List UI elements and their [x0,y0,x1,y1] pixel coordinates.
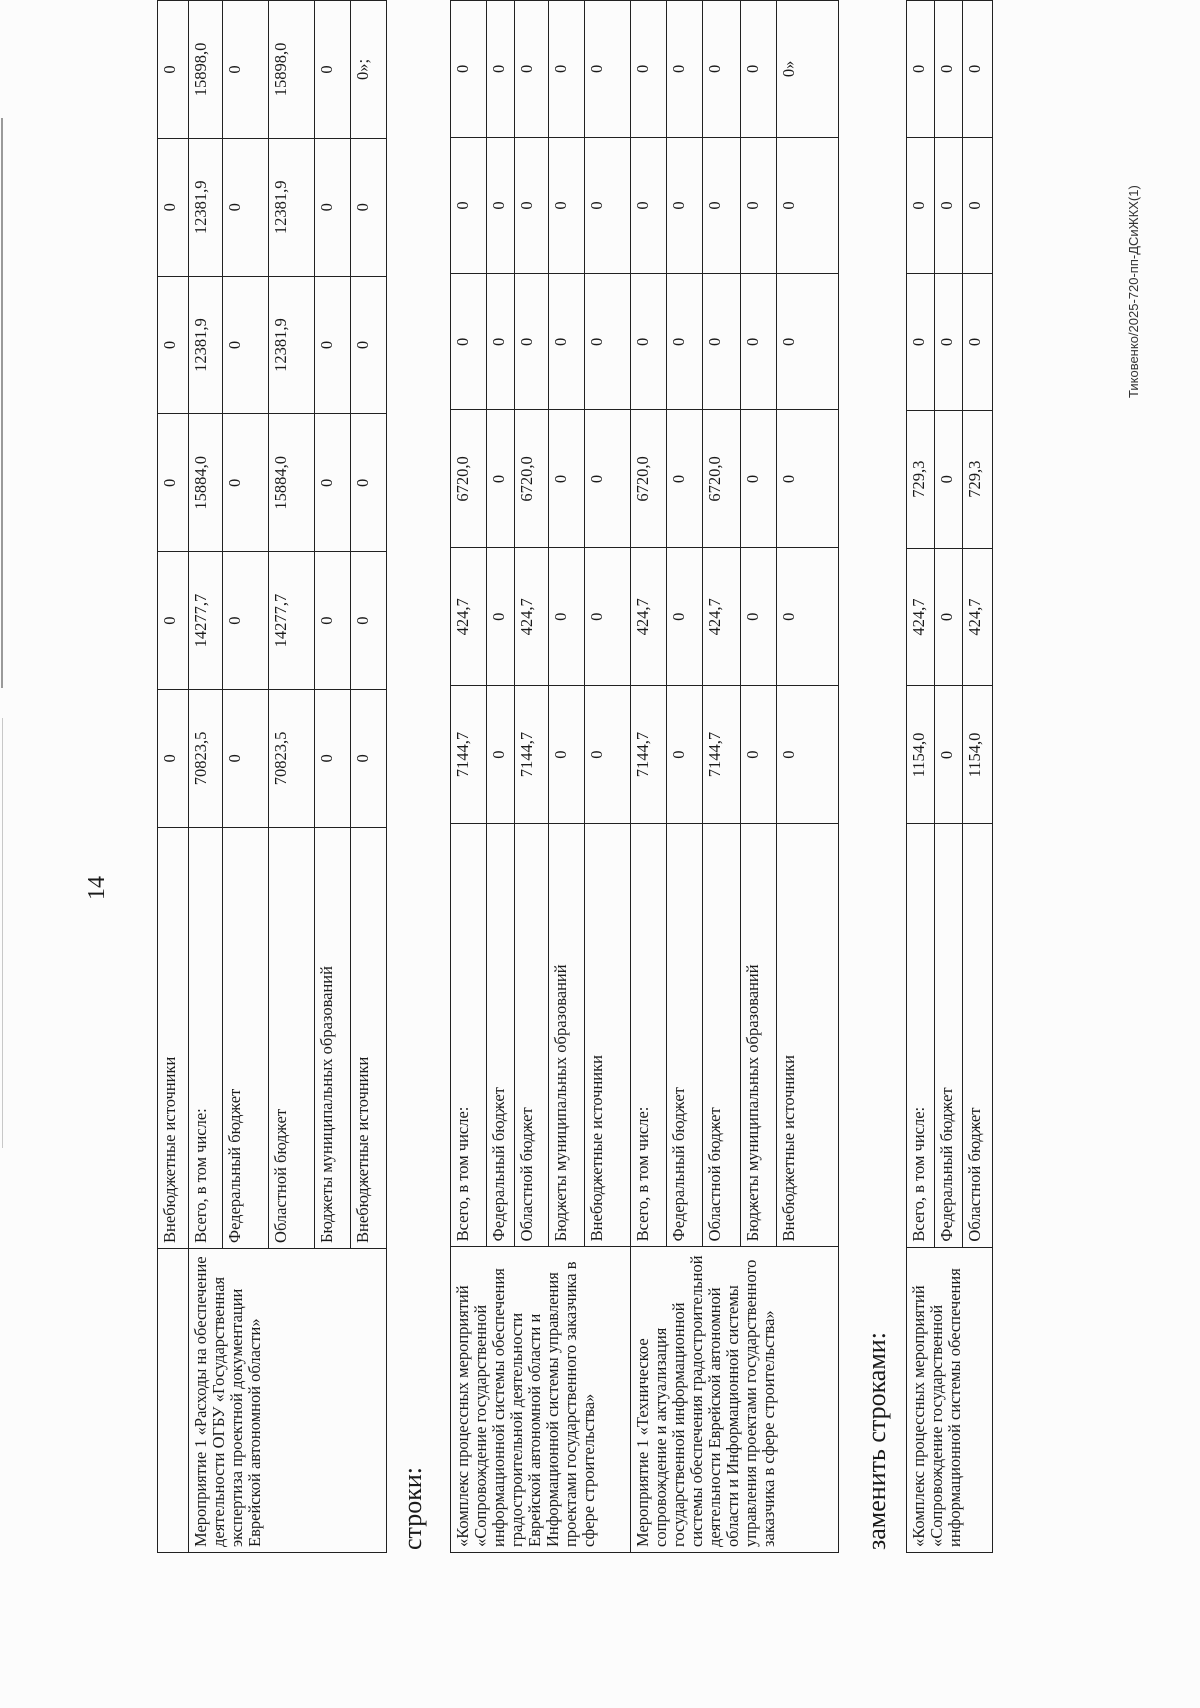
footer-stamp: Тиковенко/2025-720-пп-ДСиЖКХ(1) [1126,185,1141,398]
table-cell-value: 0 [777,686,839,824]
table-cell-value: 0 [158,552,189,690]
table-cell-value: 0 [223,414,269,552]
table-cell-value: 0 [777,410,839,548]
table-cell-value: 15884,0 [269,414,315,552]
table-cell-source: Федеральный бюджет [223,827,269,1248]
table-cell-value: 0 [351,276,387,414]
table-cell-value: 0 [667,548,703,686]
table-cell-value: 0 [935,410,963,548]
table-cell-source: Бюджеты муниципальных образований [315,827,351,1248]
table-cell-source: Внебюджетные источники [351,827,387,1248]
table-cell-value: 0 [963,137,993,274]
table-cell-value: 424,7 [515,548,549,686]
table-cell-value: 424,7 [963,548,993,686]
table-cell-value: 14277,7 [269,552,315,690]
table-cell-value: 0 [631,1,667,138]
table-cell-source: Всего, в том числе: [907,824,935,1247]
table-cell-value: 424,7 [703,548,741,686]
table-cell-value: 0 [741,1,777,138]
table-cell-value: 12381,9 [189,276,223,414]
table-cell-value: 0 [351,689,387,827]
table-cell-value: 0 [935,274,963,411]
table-cell-value: 0 [935,686,963,824]
budget-table-middle [450,0,839,1553]
table-cell-value: 0 [315,414,351,552]
table-cell-source: Областной бюджет [703,824,741,1247]
table-cell-value: 0 [585,1,631,138]
table-cell-value: 0 [451,1,487,138]
table-cell-value: 0 [907,1,935,138]
table-cell-value: 0 [515,1,549,138]
table-cell-value: 0 [223,552,269,690]
table-cell-value: 424,7 [907,548,935,686]
table-row [907,1,935,1553]
table-cell-label: «Комплекс процессных мероприятий «Сопровождение государственной информационной системы обеспечения [907,1247,993,1552]
table-cell-value: 0 [585,410,631,548]
table-cell-source: Бюджеты муниципальных образований [549,824,585,1247]
table-row [631,1,667,1553]
table-cell-value: 0 [741,137,777,273]
table-cell-value: 0 [741,410,777,548]
table-cell-value: 6720,0 [451,410,487,548]
table-cell-value: 15898,0 [269,1,315,139]
table-cell-value: 729,3 [907,410,935,548]
table-cell-value: 0 [158,276,189,414]
table-cell-value: 0 [667,1,703,138]
table-cell-value: 7144,7 [703,686,741,824]
table-cell-source: Внебюджетные источники [585,824,631,1247]
scan-edge-line [2,718,3,1148]
table-cell-value: 0 [963,274,993,411]
table-cell-value: 6720,0 [515,410,549,548]
table-cell-value: 0 [777,137,839,273]
table-cell-value: 1154,0 [907,686,935,824]
table-row [158,1,189,1553]
table-cell-value: 0 [667,686,703,824]
table-cell-value: 729,3 [963,410,993,548]
table-cell-value: 0 [515,274,549,410]
table-cell-value: 0 [935,137,963,274]
table-cell-label: Мероприятие 1 «Техническое сопровождение и актуализация государственной информационной системы обеспечения градостроительной деятельности Еврейской автономной области и Информационной системы управления проектами государственного заказчика в сфере строительства» [631,1247,839,1553]
table-row [189,1,223,1553]
table-cell-value: 0 [315,276,351,414]
table-cell-value: 0 [487,686,515,824]
table-cell-value: 0»; [351,1,387,139]
table-cell-value: 0 [549,686,585,824]
table-cell-value: 0 [741,686,777,824]
table-cell-source: Областной бюджет [269,827,315,1248]
table-cell-value: 0 [315,1,351,139]
table-cell-value: 0 [487,548,515,686]
table-cell-value: 0 [487,274,515,410]
table-cell-value: 0 [223,1,269,139]
table-cell-value: 0 [703,137,741,273]
table-cell-value: 0 [907,274,935,411]
table-cell-value: 0 [907,137,935,274]
table-cell-source: Бюджеты муниципальных образований [741,824,777,1247]
table-cell-value: 0 [158,689,189,827]
table-cell-value: 1154,0 [963,686,993,824]
table-cell-value: 6720,0 [631,410,667,548]
table-cell-value: 0 [549,137,585,273]
table-cell-value: 0 [585,548,631,686]
table-cell-value: 7144,7 [451,686,487,824]
table-cell-value: 0 [741,548,777,686]
table-cell-value: 0 [158,138,189,276]
table-cell-value: 12381,9 [269,138,315,276]
table-cell-value: 70823,5 [269,689,315,827]
table-cell-value: 0 [223,138,269,276]
table-cell-source: Федеральный бюджет [935,824,963,1247]
table-cell-value: 0 [549,1,585,138]
table-cell-value: 7144,7 [515,686,549,824]
table-cell-source: Всего, в том числе: [189,827,223,1248]
section-heading-replace: заменить строками: [862,1332,891,1550]
table-cell-value: 0 [585,274,631,410]
table-cell-value: 0 [777,274,839,410]
page-number: 14 [84,876,110,900]
table-cell-label [158,1248,189,1552]
budget-table-bottom [906,0,993,1553]
table-cell-value: 0 [935,1,963,138]
table-cell-value: 0 [667,274,703,410]
table-cell-value: 6720,0 [703,410,741,548]
table-cell-value: 0 [777,548,839,686]
table-cell-value: 0 [158,1,189,139]
table-cell-value: 12381,9 [269,276,315,414]
table-cell-value: 12381,9 [189,138,223,276]
table-cell-value: 0 [351,414,387,552]
table-cell-value: 0 [451,137,487,273]
table-cell-source: Областной бюджет [963,824,993,1247]
table-cell-value: 0 [667,410,703,548]
scan-edge-line [1,118,3,688]
table-cell-source: Всего, в том числе: [451,824,487,1247]
table-cell-value: 0» [777,1,839,138]
table-cell-value: 0 [667,137,703,273]
table-cell-value: 0 [585,137,631,273]
table-cell-value: 0 [487,1,515,138]
table-cell-value: 0 [549,410,585,548]
table-cell-label: Мероприятие 1 «Расходы на обеспечение деятельности ОГБУ «Государственная экспертиза проектной документации Еврейской автономной области» [189,1248,387,1552]
table-cell-value: 15898,0 [189,1,223,139]
table-cell-source: Федеральный бюджет [487,824,515,1247]
table-cell-value: 0 [585,686,631,824]
table-cell-value: 424,7 [631,548,667,686]
table-cell-value: 0 [549,548,585,686]
section-heading-rows: строки: [398,1467,427,1550]
table-cell-value: 70823,5 [189,689,223,827]
table-cell-source: Всего, в том числе: [631,824,667,1247]
table-cell-value: 0 [158,414,189,552]
table-cell-value: 0 [315,552,351,690]
table-cell-value: 0 [315,138,351,276]
table-cell-value: 0 [223,276,269,414]
table-cell-value: 0 [631,274,667,410]
table-cell-value: 0 [487,410,515,548]
table-cell-value: 0 [223,689,269,827]
table-cell-source: Внебюджетные источники [158,827,189,1248]
table-cell-value: 0 [315,689,351,827]
table-cell-value: 7144,7 [631,686,667,824]
table-cell-value: 14277,7 [189,552,223,690]
table-row [451,1,487,1553]
table-cell-value: 0 [703,1,741,138]
budget-table-top [157,0,387,1553]
table-cell-value: 0 [741,274,777,410]
table-cell-value: 0 [487,137,515,273]
table-cell-label: «Комплекс процессных мероприятий «Сопровождение государственной информационной системы обеспечения градостроительной деятельности Еврейской автономной области и Информационной системы управления проектами государственного заказчика в сфере строительства» [451,1247,631,1553]
table-cell-value: 15884,0 [189,414,223,552]
table-cell-value: 0 [963,1,993,138]
table-cell-value: 424,7 [451,548,487,686]
table-cell-value: 0 [351,138,387,276]
table-cell-value: 0 [935,548,963,686]
table-cell-value: 0 [549,274,585,410]
table-cell-value: 0 [631,137,667,273]
table-cell-value: 0 [351,552,387,690]
table-cell-value: 0 [703,274,741,410]
table-cell-value: 0 [451,274,487,410]
table-cell-value: 0 [515,137,549,273]
table-cell-source: Внебюджетные источники [777,824,839,1247]
table-cell-source: Областной бюджет [515,824,549,1247]
table-cell-source: Федеральный бюджет [667,824,703,1247]
